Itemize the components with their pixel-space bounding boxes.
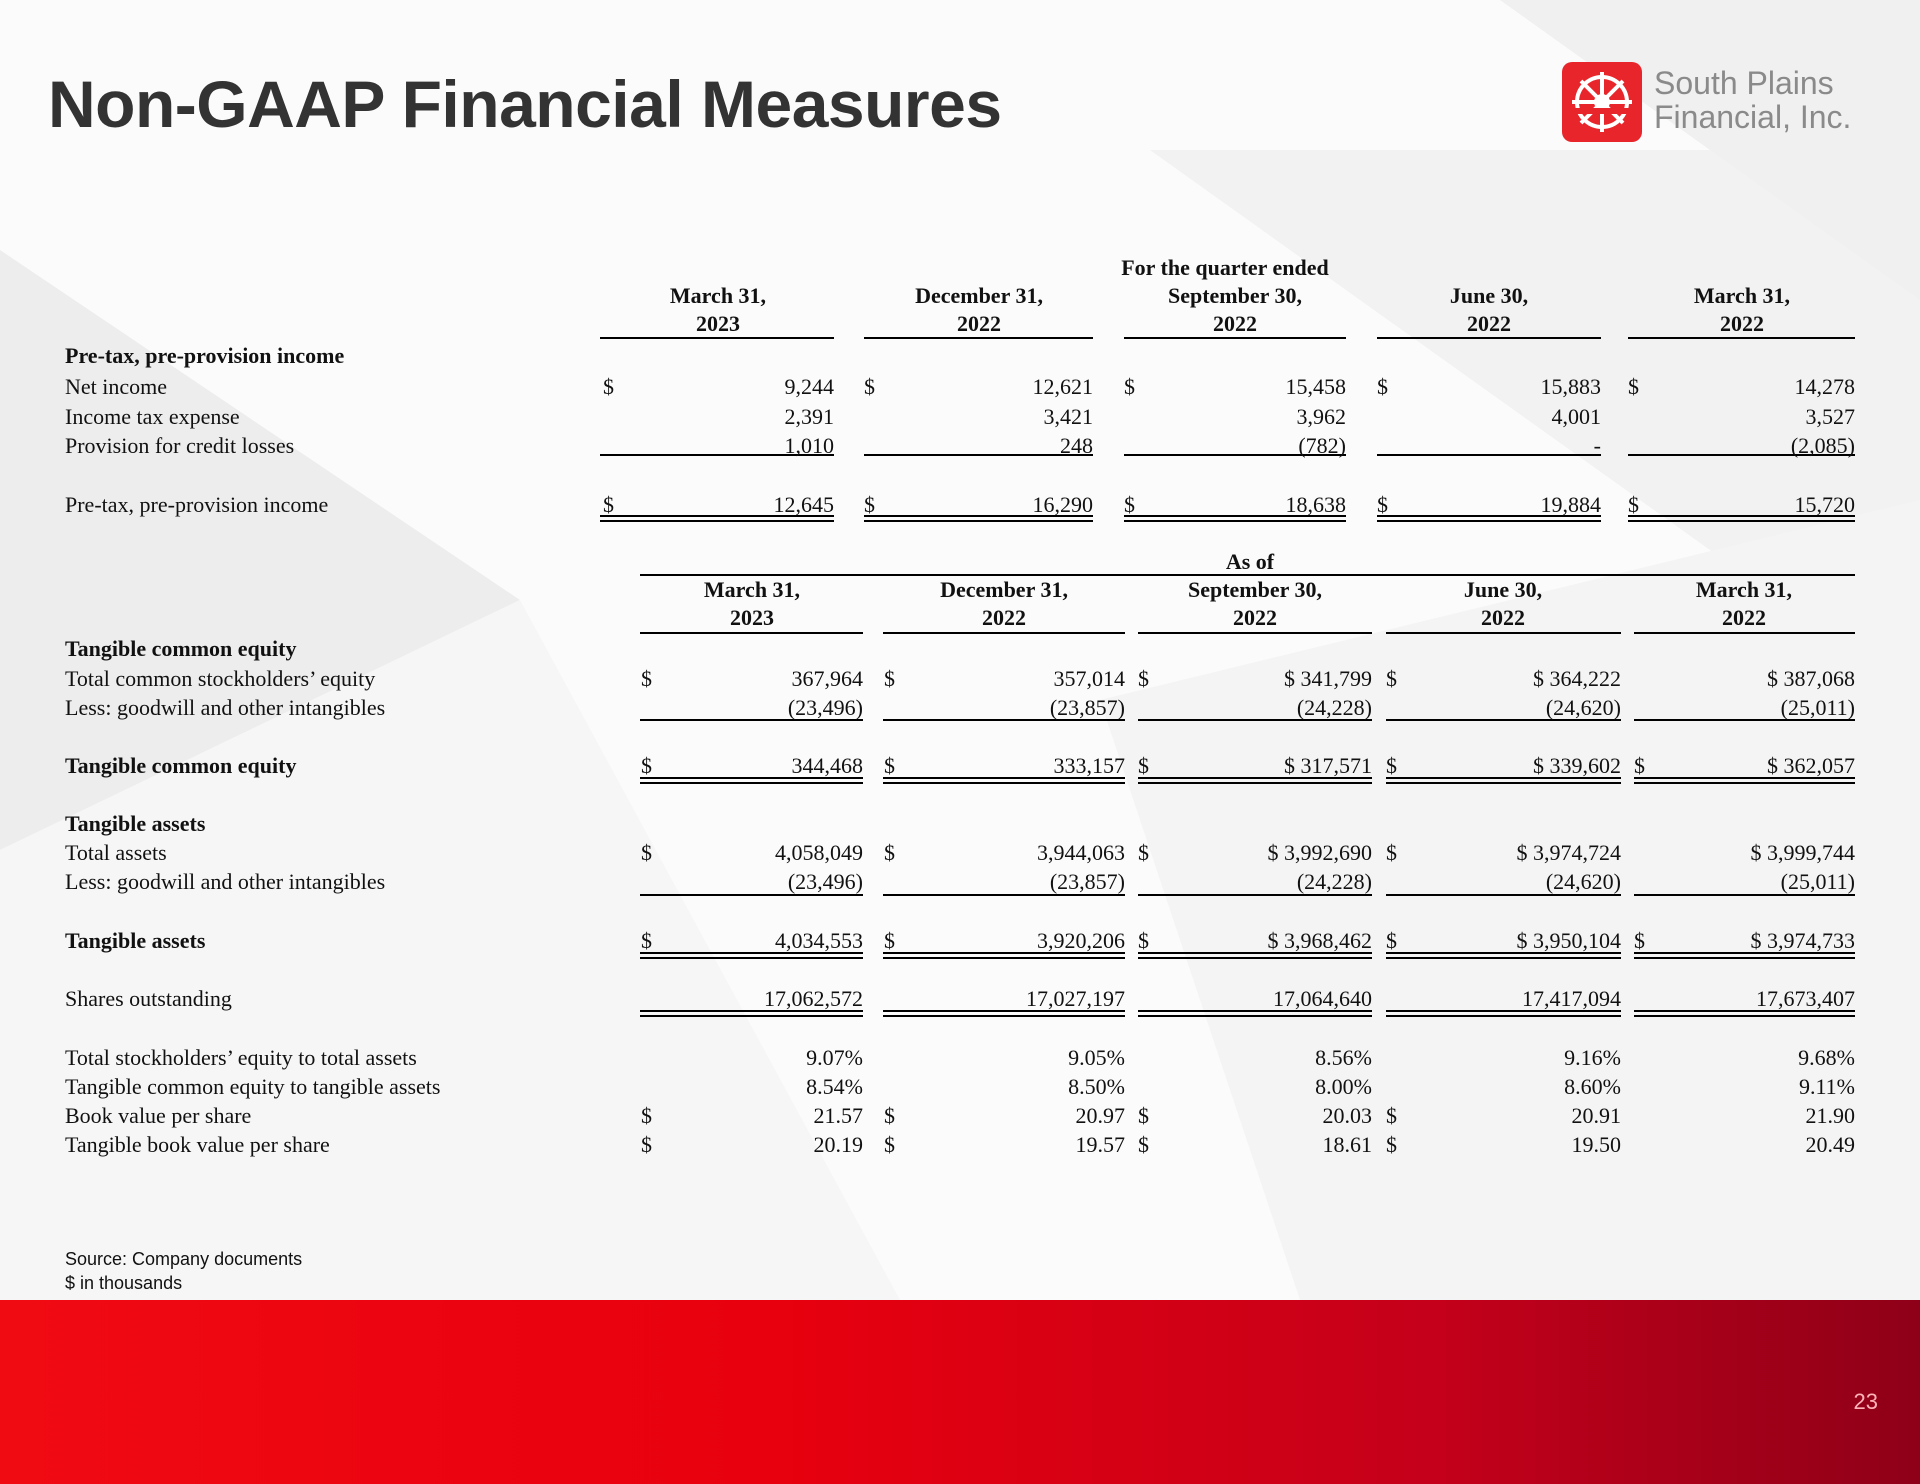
table2-value: 9.68% bbox=[1798, 1045, 1855, 1070]
table2-value: (24,228) bbox=[1296, 695, 1372, 720]
table2-currency: $ bbox=[1386, 840, 1397, 865]
table2-value: 17,027,197 bbox=[1026, 986, 1125, 1011]
table2-value: 3,920,206 bbox=[1037, 928, 1125, 953]
table2-row-label: Book value per share bbox=[65, 1103, 252, 1128]
footer-band bbox=[0, 1300, 1920, 1484]
table1-col-year: 2022 bbox=[1213, 311, 1257, 336]
table1-col-year: 2022 bbox=[1720, 311, 1764, 336]
table2-currency: $ bbox=[884, 1132, 895, 1157]
table2-value: 18.61 bbox=[1322, 1132, 1372, 1157]
table2-value: $ 362,057 bbox=[1767, 753, 1855, 778]
table2-currency: $ bbox=[641, 840, 652, 865]
table2-header-rule bbox=[1386, 632, 1621, 634]
table2-col-month: December 31, bbox=[940, 577, 1068, 602]
table1-currency: $ bbox=[1124, 374, 1135, 399]
table2-value: 9.05% bbox=[1068, 1045, 1125, 1070]
table1-value: 14,278 bbox=[1794, 374, 1855, 399]
table2-value: 20.91 bbox=[1571, 1103, 1621, 1128]
table2-col-year: 2022 bbox=[1233, 605, 1277, 630]
table2-currency: $ bbox=[1386, 753, 1397, 778]
table2-value: (25,011) bbox=[1780, 869, 1855, 894]
sunburst-logo-icon bbox=[1562, 62, 1642, 142]
table2-col-month: September 30, bbox=[1187, 577, 1323, 602]
table2-value: 17,064,640 bbox=[1273, 986, 1372, 1011]
table1-header-rule bbox=[1124, 337, 1346, 339]
table2-value: 17,673,407 bbox=[1756, 986, 1855, 1011]
table1-value: 248 bbox=[1060, 433, 1093, 458]
table1-value: - bbox=[1593, 433, 1601, 458]
table1-col-month: December 31, bbox=[915, 283, 1043, 308]
table2-value: (23,857) bbox=[1049, 695, 1125, 720]
table2-row-label: Shares outstanding bbox=[65, 986, 232, 1011]
table2-value: 20.49 bbox=[1805, 1132, 1855, 1157]
table2-value: $ 3,999,744 bbox=[1750, 840, 1855, 865]
page-title: Non-GAAP Financial Measures bbox=[48, 67, 1002, 141]
table2-value: $ 3,968,462 bbox=[1267, 928, 1372, 953]
table1-currency: $ bbox=[603, 374, 614, 399]
table2-col-month: March 31, bbox=[1695, 577, 1793, 602]
table2-value: 367,964 bbox=[791, 666, 863, 691]
table1-col-month: March 31, bbox=[669, 283, 767, 308]
table2-currency: $ bbox=[884, 840, 895, 865]
table2-row-label: Total common stockholders’ equity bbox=[65, 666, 376, 691]
table2-value: $ 364,222 bbox=[1533, 666, 1621, 691]
table2-currency: $ bbox=[884, 753, 895, 778]
table2-currency: $ bbox=[1634, 753, 1645, 778]
table2-value: $ 3,974,724 bbox=[1516, 840, 1621, 865]
table2-value: 3,944,063 bbox=[1037, 840, 1125, 865]
table2-value: (23,496) bbox=[787, 869, 863, 894]
table2-value: (24,620) bbox=[1545, 869, 1621, 894]
table1-value: 12,621 bbox=[1032, 374, 1093, 399]
table1-currency: $ bbox=[1377, 374, 1388, 399]
table2-value: 20.19 bbox=[813, 1132, 863, 1157]
source-note: Source: Company documents bbox=[65, 1249, 303, 1269]
table2-row-label: Tangible assets bbox=[65, 811, 206, 836]
table2-header-rule bbox=[1138, 632, 1372, 634]
table1-row-label: Provision for credit losses bbox=[65, 433, 295, 458]
table2-row-label: Tangible common equity to tangible assets bbox=[65, 1074, 441, 1099]
table2-value: (25,011) bbox=[1780, 695, 1855, 720]
table2-value: $ 317,571 bbox=[1284, 753, 1372, 778]
table2-value: 20.03 bbox=[1322, 1103, 1372, 1128]
table1-value: (782) bbox=[1298, 433, 1346, 458]
table1-currency: $ bbox=[864, 374, 875, 399]
table1-value: 3,527 bbox=[1805, 404, 1855, 429]
table2-value: 4,034,553 bbox=[775, 928, 863, 953]
table2-header-rule bbox=[1634, 632, 1855, 634]
table2-currency: $ bbox=[1138, 928, 1149, 953]
table2-value: (23,496) bbox=[787, 695, 863, 720]
table1-value: 12,645 bbox=[773, 492, 834, 517]
table2-value: 19.57 bbox=[1075, 1132, 1125, 1157]
table1-currency: $ bbox=[1628, 374, 1639, 399]
table2-value: (24,228) bbox=[1296, 869, 1372, 894]
table2-currency: $ bbox=[1386, 1103, 1397, 1128]
table2-currency: $ bbox=[1634, 928, 1645, 953]
table1-header-rule bbox=[600, 337, 834, 339]
table2-currency: $ bbox=[641, 1103, 652, 1128]
table2-currency: $ bbox=[1386, 928, 1397, 953]
table1-col-month: June 30, bbox=[1449, 283, 1529, 308]
table2-currency: $ bbox=[884, 928, 895, 953]
table1-value: 1,010 bbox=[784, 433, 834, 458]
table2-value: $ 339,602 bbox=[1533, 753, 1621, 778]
table1-section-title: Pre-tax, pre-provision income bbox=[65, 343, 345, 368]
table2-header-rule bbox=[883, 632, 1125, 634]
table2-currency: $ bbox=[1138, 1132, 1149, 1157]
table2-value: 17,062,572 bbox=[764, 986, 863, 1011]
table2-currency: $ bbox=[1138, 1103, 1149, 1128]
table2-row-label: Less: goodwill and other intangibles bbox=[65, 869, 386, 894]
table2-col-year: 2022 bbox=[1722, 605, 1766, 630]
table2-currency: $ bbox=[1138, 840, 1149, 865]
table2-currency: $ bbox=[641, 753, 652, 778]
table1-col-month: September 30, bbox=[1167, 283, 1303, 308]
table2-value: 21.90 bbox=[1805, 1103, 1855, 1128]
table2-currency: $ bbox=[641, 928, 652, 953]
page-number: 23 bbox=[1853, 1389, 1878, 1414]
table1-value: 3,421 bbox=[1043, 404, 1093, 429]
table1-header-rule bbox=[1377, 337, 1601, 339]
table2-col-month: March 31, bbox=[703, 577, 801, 602]
table2-col-month: June 30, bbox=[1463, 577, 1543, 602]
table2-value: 21.57 bbox=[813, 1103, 863, 1128]
table2-row-label: Tangible common equity bbox=[65, 636, 297, 661]
logo-line-1: South Plains bbox=[1654, 65, 1834, 101]
table2-value: 344,468 bbox=[791, 753, 863, 778]
table1-currency: $ bbox=[1628, 492, 1639, 517]
table2-value: 9.11% bbox=[1798, 1074, 1855, 1099]
table2-currency: $ bbox=[1386, 1132, 1397, 1157]
table2-value: 8.56% bbox=[1315, 1045, 1372, 1070]
table2-header-rule bbox=[640, 632, 863, 634]
table2-value: (23,857) bbox=[1049, 869, 1125, 894]
table1-value: 9,244 bbox=[784, 374, 834, 399]
table2-currency: $ bbox=[884, 1103, 895, 1128]
table2-col-year: 2022 bbox=[982, 605, 1026, 630]
table2-currency: $ bbox=[641, 666, 652, 691]
table1-row-label: Net income bbox=[65, 374, 168, 399]
table2-value: 20.97 bbox=[1075, 1103, 1125, 1128]
table2-value: (24,620) bbox=[1545, 695, 1621, 720]
units-note: $ in thousands bbox=[65, 1273, 183, 1293]
table1-row-label: Pre-tax, pre-provision income bbox=[65, 492, 329, 517]
table1-currency: $ bbox=[1377, 492, 1388, 517]
table2-value: 8.00% bbox=[1315, 1074, 1372, 1099]
table2-value: $ 3,974,733 bbox=[1750, 928, 1855, 953]
table2-currency: $ bbox=[1386, 666, 1397, 691]
table2-currency: $ bbox=[1138, 666, 1149, 691]
table2-row-label: Tangible assets bbox=[65, 928, 206, 953]
table1-header-rule bbox=[1628, 337, 1855, 339]
table2-value: 8.60% bbox=[1564, 1074, 1621, 1099]
table1-col-year: 2022 bbox=[957, 311, 1001, 336]
table1-currency: $ bbox=[1124, 492, 1135, 517]
table1-row-label: Income tax expense bbox=[65, 404, 240, 429]
table1-group-header: For the quarter ended bbox=[1121, 255, 1329, 280]
table2-row-label: Less: goodwill and other intangibles bbox=[65, 695, 386, 720]
table2-value: 9.16% bbox=[1564, 1045, 1621, 1070]
table2-col-year: 2023 bbox=[730, 605, 774, 630]
table2-row-label: Tangible common equity bbox=[65, 753, 297, 778]
table2-value: $ 341,799 bbox=[1284, 666, 1372, 691]
table1-value: 15,883 bbox=[1540, 374, 1601, 399]
table2-row-label: Total stockholders’ equity to total assets bbox=[65, 1045, 417, 1070]
table2-col-year: 2022 bbox=[1481, 605, 1525, 630]
table1-value: 2,391 bbox=[784, 404, 834, 429]
table1-col-year: 2023 bbox=[696, 311, 740, 336]
table2-row-label: Tangible book value per share bbox=[65, 1132, 330, 1157]
table2-currency: $ bbox=[884, 666, 895, 691]
table1-value: 4,001 bbox=[1551, 404, 1601, 429]
table2-row-label: Total assets bbox=[65, 840, 167, 865]
table2-currency: $ bbox=[641, 1132, 652, 1157]
table1-col-year: 2022 bbox=[1467, 311, 1511, 336]
table1-currency: $ bbox=[603, 492, 614, 517]
table1-header-rule bbox=[864, 337, 1093, 339]
table2-value: 9.07% bbox=[806, 1045, 863, 1070]
table2-currency: $ bbox=[1138, 753, 1149, 778]
table2-value: $ 387,068 bbox=[1767, 666, 1855, 691]
table2-group-header: As of bbox=[1225, 549, 1275, 574]
table1-value: 3,962 bbox=[1296, 404, 1346, 429]
table1-currency: $ bbox=[864, 492, 875, 517]
table2-value: 8.50% bbox=[1068, 1074, 1125, 1099]
table2-value: $ 3,992,690 bbox=[1267, 840, 1372, 865]
table2-value: 8.54% bbox=[806, 1074, 863, 1099]
table2-value: 333,157 bbox=[1053, 753, 1125, 778]
company-logo bbox=[1562, 62, 1862, 142]
table2-value: 17,417,094 bbox=[1522, 986, 1621, 1011]
table1-value: 15,458 bbox=[1285, 374, 1346, 399]
table1-value: (2,085) bbox=[1790, 433, 1855, 458]
table1-value: 15,720 bbox=[1794, 492, 1855, 517]
table2-value: 19.50 bbox=[1571, 1132, 1621, 1157]
logo-line-2: Financial, Inc. bbox=[1654, 99, 1852, 135]
table1-value: 19,884 bbox=[1540, 492, 1601, 517]
table1-value: 16,290 bbox=[1032, 492, 1093, 517]
table2-value: 4,058,049 bbox=[775, 840, 863, 865]
table1-col-month: March 31, bbox=[1693, 283, 1791, 308]
table2-value: 357,014 bbox=[1053, 666, 1125, 691]
table1-value: 18,638 bbox=[1285, 492, 1346, 517]
table2-value: $ 3,950,104 bbox=[1516, 928, 1621, 953]
